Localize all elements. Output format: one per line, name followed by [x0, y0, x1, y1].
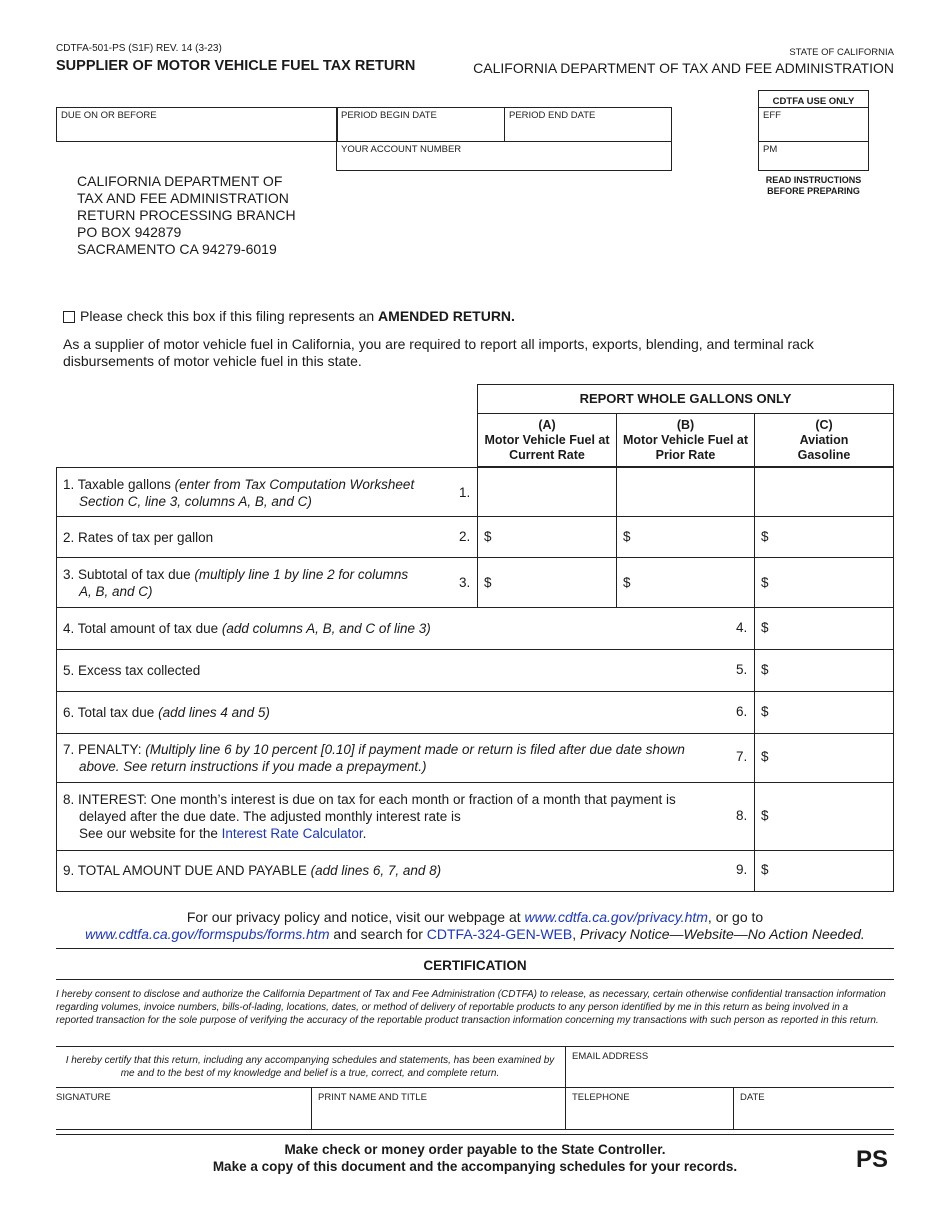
mailing-address: [77, 173, 296, 258]
pm-field[interactable]: [758, 141, 869, 171]
amended-label: Please check this box if this filing represents an: [80, 308, 379, 324]
amended-text: [80, 308, 515, 324]
intro-text: As a supplier of motor vehicle fuel in California, you are required to report all imports, exports, blending, and terminal rack disbursements of motor vehicle fuel in this state.: [63, 336, 814, 369]
column-header-b: [616, 413, 754, 466]
print-name-field[interactable]: [311, 1088, 566, 1130]
column-line2: Gasoline: [797, 448, 851, 462]
line-2-col-a[interactable]: $: [477, 517, 616, 557]
privacy-notice: For our privacy policy and notice, visit our webpage at www.cdtfa.ca.gov/privacy.htm, or go to www.cdtfa.ca.gov/formspubs/forms.htm and search for CDTFA-324-GEN-WEB, Privacy Notice—Website—No Action Needed.: [85, 909, 865, 942]
account-number-label: YOUR ACCOUNT NUMBER: [341, 144, 462, 155]
department-name: CALIFORNIA DEPARTMENT OF TAX AND FEE ADMINISTRATION: [473, 60, 894, 76]
line-6-amount[interactable]: $: [754, 692, 894, 733]
line-1-text: 1. Taxable gallons (enter from Tax Computation Worksheet Section C, line 3, columns A, B, and C): [63, 477, 415, 509]
date-field[interactable]: [733, 1088, 894, 1130]
line-9-row: [56, 851, 894, 892]
line-8-row: [56, 783, 894, 851]
column-id: (A): [538, 418, 556, 432]
gallons-banner: [477, 384, 894, 414]
cdtfa-use-title-box: [758, 90, 869, 108]
footer-instructions: [56, 1141, 894, 1175]
line-2-col-c[interactable]: $: [754, 517, 894, 557]
line-3-col-a[interactable]: $: [477, 558, 616, 607]
line-2-row: [56, 517, 894, 558]
signature-label: SIGNATURE: [56, 1092, 111, 1103]
gallons-banner-text: REPORT WHOLE GALLONS ONLY: [579, 391, 792, 406]
read-instructions-line1: READ INSTRUCTIONS: [765, 175, 862, 185]
due-date-field[interactable]: [56, 107, 338, 142]
column-line1: Motor Vehicle Fuel at: [622, 433, 749, 447]
certification-rule: [56, 979, 894, 980]
line-1-number: 1.: [459, 485, 471, 500]
telephone-field[interactable]: [565, 1088, 734, 1130]
line-3-text: 3. Subtotal of tax due (multiply line 1 by line 2 for columns A, B, and C): [63, 567, 409, 599]
certify-area: [56, 1046, 894, 1088]
forms-url-link[interactable]: www.cdtfa.ca.gov/formspubs/forms.htm: [85, 926, 330, 942]
period-end-label: PERIOD END DATE: [509, 110, 596, 121]
form-code: PS: [855, 1146, 888, 1173]
footer-line1: Make check or money order payable to the State Controller.: [284, 1142, 666, 1157]
line-9-amount[interactable]: $: [754, 851, 894, 891]
line-7-text: 7. PENALTY: (Multiply line 6 by 10 percent [0.10] if payment made or return is filed after due date shown above. See return instructions if you made a prepayment.): [63, 742, 685, 774]
line-3-col-b[interactable]: $: [616, 558, 754, 607]
line-4-amount[interactable]: $: [754, 608, 894, 649]
form-title: SUPPLIER OF MOTOR VEHICLE FUEL TAX RETURN: [56, 58, 416, 74]
address-line: TAX AND FEE ADMINISTRATION: [77, 190, 289, 206]
print-name-label: PRINT NAME AND TITLE: [318, 1092, 427, 1103]
footer-line2: Make a copy of this document and the accompanying schedules for your records.: [212, 1159, 738, 1174]
certify-text: I hereby certify that this return, including any accompanying schedules and statements, has been examined by me and to the best of my knowledge and belief is a true, correct, and complete return.: [65, 1055, 555, 1079]
line-4-row: [56, 608, 894, 650]
consent-text: I hereby consent to disclose and authorize the California Department of Tax and Fee Administration (CDTFA) to release, as necessary, certain otherwise confidential transaction information regarding volumes, invoice numbers, bills-of-lading, locations, dates, or method of delivery of reportable products to any person identified by me in this return as being involved in a reported transaction for the sole purpose of verifying the accuracy of the reportable product transaction information concerning my transactions with such person as reported in this return.: [56, 989, 886, 1026]
line-9-text: 9. TOTAL AMOUNT DUE AND PAYABLE (add lines 6, 7, and 8): [63, 863, 442, 878]
line-5-number: 5.: [736, 662, 748, 677]
line-8-text: 8. INTEREST: One month’s interest is due on tax for each month or fraction of a month that payment is delayed after the due date. The adjusted monthly interest rate is See our website for the Interest Rate Calculator.: [63, 792, 676, 841]
line-6-text: 6. Total tax due (add lines 4 and 5): [63, 705, 270, 720]
line-5-row: [56, 650, 894, 692]
eff-label: EFF: [763, 110, 781, 121]
line-5-text: 5. Excess tax collected: [63, 663, 201, 678]
line-3-col-c[interactable]: $: [754, 558, 894, 607]
privacy-url-link[interactable]: www.cdtfa.ca.gov/privacy.htm: [524, 909, 708, 925]
form-number: CDTFA-501-PS (S1F) REV. 14 (3-23): [56, 43, 222, 54]
state-label: STATE OF CALIFORNIA: [789, 47, 894, 58]
signature-field[interactable]: [56, 1088, 312, 1130]
line-1-row: [56, 467, 894, 517]
read-instructions: [758, 175, 869, 197]
pm-label: PM: [763, 144, 778, 155]
line-3-number: 3.: [459, 575, 471, 590]
column-header-c: [754, 413, 893, 466]
line-4-text: 4. Total amount of tax due (add columns A, B, and C of line 3): [63, 621, 431, 636]
column-line1: Motor Vehicle Fuel at: [484, 433, 610, 447]
cdtfa-use-title: CDTFA USE ONLY: [772, 96, 855, 107]
line-2-col-b[interactable]: $: [616, 517, 754, 557]
date-label: DATE: [740, 1092, 765, 1103]
interest-rate-calculator-link[interactable]: Interest Rate Calculator: [221, 826, 363, 841]
email-label: EMAIL ADDRESS: [572, 1051, 649, 1062]
line-2-text: 2. Rates of tax per gallon: [63, 530, 214, 545]
footer-rule: [56, 1134, 894, 1135]
column-header-a: [477, 413, 616, 466]
account-number-field[interactable]: [336, 141, 672, 171]
column-headers: [477, 413, 894, 467]
period-end-field[interactable]: [504, 107, 672, 142]
read-instructions-line2: BEFORE PREPARING: [767, 186, 860, 196]
line-7-number: 7.: [736, 749, 748, 764]
line-7-amount[interactable]: $: [754, 734, 894, 782]
line-1-col-b[interactable]: [616, 468, 754, 516]
period-begin-label: PERIOD BEGIN DATE: [341, 110, 437, 121]
line-6-number: 6.: [736, 704, 748, 719]
privacy-form-link[interactable]: CDTFA-324-GEN-WEB: [426, 926, 573, 942]
telephone-label: TELEPHONE: [572, 1092, 630, 1103]
column-line2: Current Rate: [509, 448, 585, 462]
line-6-row: [56, 692, 894, 734]
amended-bold: AMENDED RETURN.: [378, 308, 515, 324]
line-5-amount[interactable]: $: [754, 650, 894, 691]
line-7-row: [56, 734, 894, 783]
column-line1: Aviation: [799, 433, 849, 447]
address-line: CALIFORNIA DEPARTMENT OF: [77, 173, 283, 189]
period-begin-field[interactable]: [336, 107, 505, 142]
column-line2: Prior Rate: [655, 448, 716, 462]
address-line: PO BOX 942879: [77, 224, 182, 240]
address-line: SACRAMENTO CA 94279-6019: [77, 241, 277, 257]
line-1-col-a[interactable]: [477, 468, 616, 516]
line-2-number: 2.: [459, 529, 471, 544]
line-1-col-c[interactable]: [754, 468, 894, 516]
address-line: RETURN PROCESSING BRANCH: [77, 207, 296, 223]
line-9-number: 9.: [736, 862, 748, 877]
eff-field[interactable]: [758, 107, 869, 142]
column-id: (C): [815, 418, 833, 432]
email-field[interactable]: [565, 1047, 895, 1088]
line-4-number: 4.: [736, 620, 748, 635]
certification-title: CERTIFICATION: [423, 958, 527, 973]
line-8-amount[interactable]: $: [754, 783, 894, 850]
certification-top-rule: [56, 948, 894, 949]
amended-checkbox[interactable]: [63, 311, 75, 323]
due-date-label: DUE ON OR BEFORE: [61, 110, 157, 121]
column-id: (B): [676, 418, 695, 432]
line-3-row: [56, 558, 894, 608]
line-8-number: 8.: [736, 808, 748, 823]
